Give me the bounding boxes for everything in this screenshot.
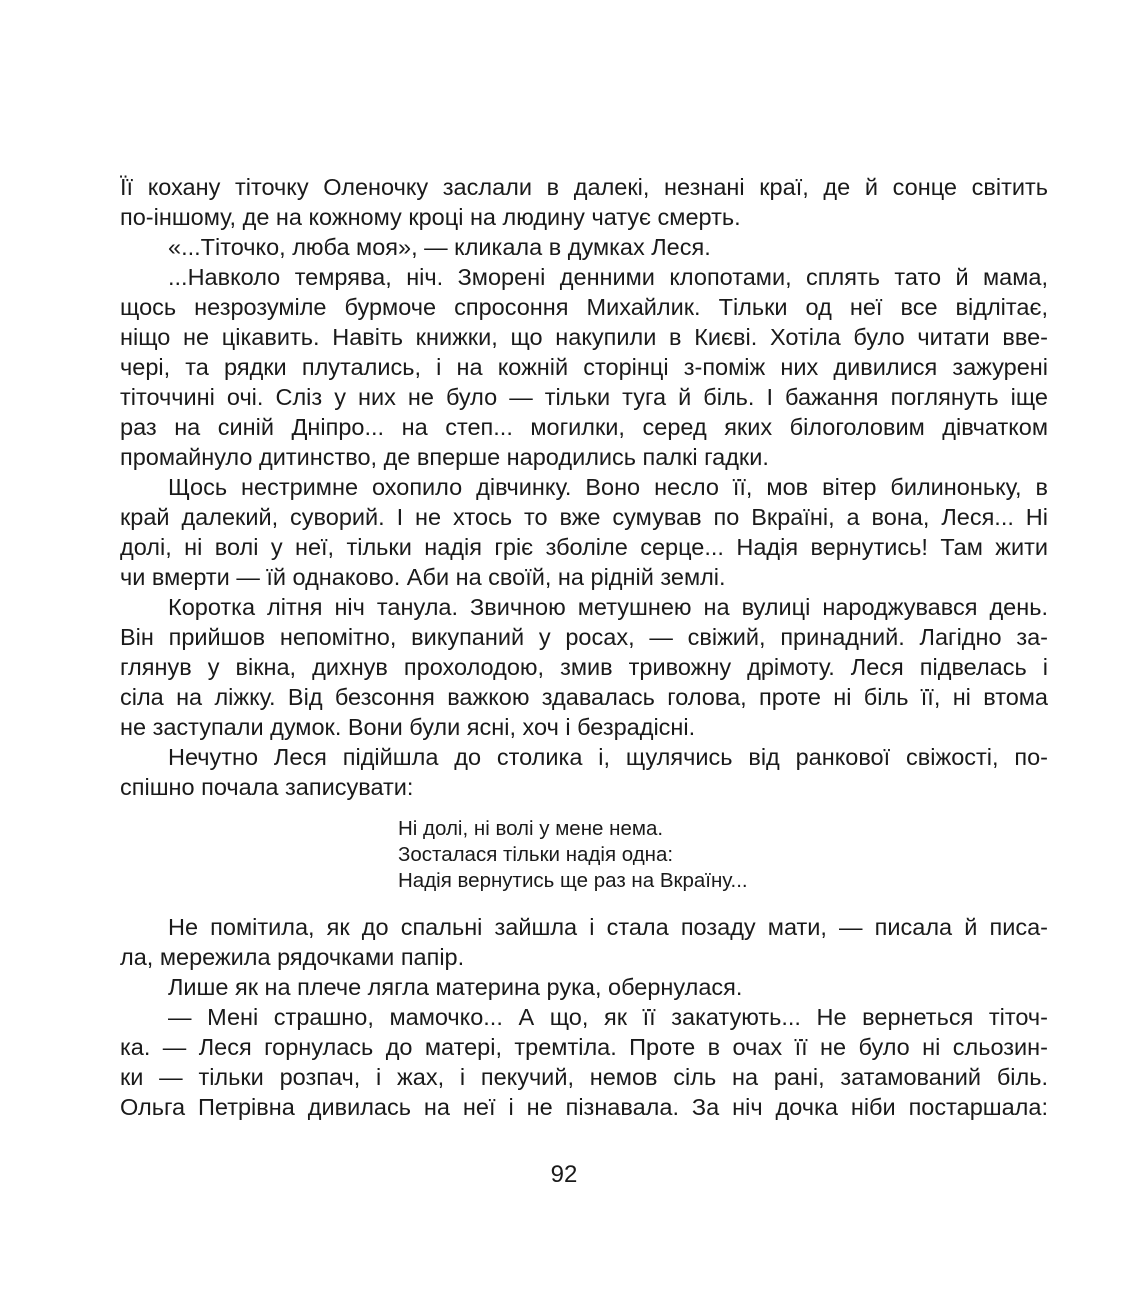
prose-block-1: [120, 172, 1048, 802]
text-line: — Мені страшно, мамочко... А що, як її закатують... Не вернеться тіточ-: [168, 1004, 1048, 1030]
text-line: долі, ні волі у неї, тільки надія гріє зболіле серце... Надія вернутись! Там жити: [120, 534, 1048, 560]
text-line: тіточчині очі. Сліз у них не було — тільки туга й біль. І бажання поглянуть іще: [120, 384, 1048, 410]
prose-block-2: [120, 912, 1048, 1122]
text-line: ка. — Леся горнулась до матері, тремтіла. Проте в очах її не було ні сльозин-: [120, 1034, 1048, 1060]
text-line: ки — тільки розпач, і жах, і пекучий, немов сіль на рані, затамований біль.: [120, 1064, 1048, 1090]
text-line: «...Тіточко, люба моя», — кликала в думках Леся.: [168, 234, 711, 260]
text-line: по-іншому, де на кожному кроці на людину чатує смерть.: [120, 204, 741, 230]
text-line: спішно почала записувати:: [120, 774, 414, 800]
verse-block: [398, 816, 898, 894]
text-line: Нечутно Леся підійшла до столика і, щулячись від ранкової свіжості, по-: [168, 744, 1048, 770]
text-line: Ольга Петрівна дивилась на неї і не пізнавала. За ніч дочка ніби постаршала:: [120, 1094, 1048, 1120]
text-line: Щось нестримне охопило дівчинку. Воно несло її, мов вітер билиноньку, в: [168, 474, 1048, 500]
verse-line: Надія вернутись ще раз на Вкраїну...: [398, 869, 748, 892]
text-line: ...Навколо темрява, ніч. Зморені денними клопотами, сплять тато й мама,: [168, 264, 1048, 290]
text-line: сіла на ліжку. Від безсоння важкою здавалась голова, проте ні біль її, ні втома: [120, 684, 1048, 710]
text-line: Він прийшов непомітно, викупаний у росах, — свіжий, принадний. Лагідно за-: [120, 624, 1048, 650]
text-line: ніщо не цікавить. Навіть книжки, що накупили в Києві. Хотіла було читати вве-: [120, 324, 1048, 350]
text-line: Коротка літня ніч танула. Звичною метушнею на вулиці народжувався день.: [168, 594, 1048, 620]
verse-line: Зосталася тільки надія одна:: [398, 843, 674, 866]
text-line: Її кохану тіточку Оленочку заслали в далекі, незнані краї, де й сонце світить: [120, 174, 1048, 200]
text-line: промайнуло дитинство, де вперше народились палкі гадки.: [120, 444, 769, 470]
text-line: глянув у вікна, дихнув прохолодою, змив тривожну дрімоту. Леся підвелась і: [120, 654, 1048, 680]
text-line: край далекий, суворий. І не хтось то вже сумував по Вкраїні, а вона, Леся... Ні: [120, 504, 1048, 530]
text-line: Лише як на плече лягла материна рука, обернулася.: [168, 974, 743, 1000]
text-line: ла, мережила рядочками папір.: [120, 944, 465, 970]
text-line: не заступали думок. Вони були ясні, хоч і безрадісні.: [120, 714, 696, 740]
text-line: чи вмерти — їй однаково. Аби на своїй, на рідній землі.: [120, 564, 726, 590]
text-line: раз на синій Дніпро... на степ... могилки, серед яких білоголовим дівчатком: [120, 414, 1048, 440]
page-number: 92: [550, 1161, 578, 1188]
text-line: Не помітила, як до спальні зайшла і стала позаду мати, — писала й писа-: [168, 914, 1048, 940]
text-line: щось незрозуміле бурмоче спросоння Михайлик. Тільки од неї все відлітає,: [120, 294, 1048, 320]
verse-line: Ні долі, ні волі у мене нема.: [398, 817, 664, 840]
text-line: чері, та рядки плутались, і на кожній сторінці з-поміж них дивилися зажурені: [120, 354, 1048, 380]
